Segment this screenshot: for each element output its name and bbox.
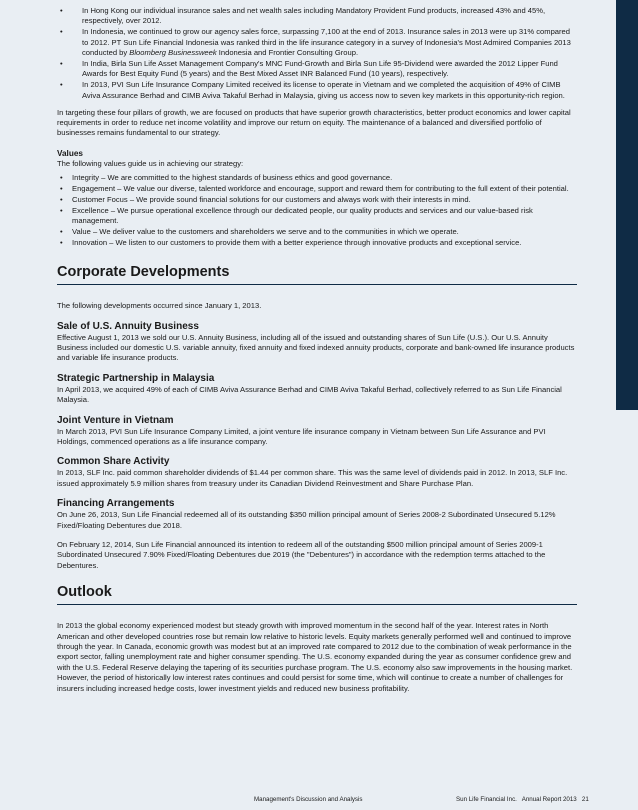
value-item: • Value – We deliver value to the customers and shareholders we serve and to the communities in which we operate. bbox=[57, 227, 577, 237]
value-item: • Engagement – We value our diverse, talented workforce and encourage, support and reward them for contributing to the full extent of their potential. bbox=[57, 184, 577, 194]
section-title-financing: Financing Arrangements bbox=[57, 498, 175, 510]
corporate-developments-heading: Corporate Developments bbox=[57, 263, 577, 285]
footer-section-name: Management's Discussion and Analysis bbox=[254, 796, 363, 803]
section-title-us-annuity: Sale of U.S. Annuity Business bbox=[57, 320, 199, 332]
page-content bbox=[57, 6, 577, 694]
section-body-financing-2: On February 12, 2014, Sun Life Financial announced its intention to redeem all of the outstanding $500 million principal amount of Series 2009-1 Subordinated Unsecured 7.90% Fixed/Floating Debentures due 2019 (the "Debentures") in accordance with the redemption terms attached to the Debentures. bbox=[57, 540, 546, 570]
section-body-us-annuity: Effective August 1, 2013 we sold our U.S. Annuity Business, including all of the issued and outstanding shares of Sun Life (U.S.). Our U.S. Annuity Business included our domestic U.S. variable annuity, fixed annuity and fixed indexed annuity products, corporate and bank-owned life insurance products and variable life insurance products. bbox=[57, 332, 575, 363]
section-body-malaysia: In April 2013, we acquired 49% of each of CIMB Aviva Assurance Berhad and CIMB Aviva Takaful Berhad, collectively referred to as Sun Life Financial Malaysia. bbox=[57, 384, 562, 405]
corporate-intro: The following developments occurred since January 1, 2013. bbox=[57, 301, 262, 311]
section-title-vietnam: Joint Venture in Vietnam bbox=[57, 414, 174, 426]
sidebar-accent-bar bbox=[616, 0, 638, 410]
growth-bullet-list bbox=[57, 6, 577, 101]
growth-bullet-india: • In India, Birla Sun Life Asset Management Company's MNC Fund-Growth and Birla Sun Life 95-Dividend were awarded the 2012 Lipper Fund Awards for Best Equity Fund (5 years) and the Best Mixed Asset INR Balanced Fund (10 years), respectively. bbox=[57, 59, 577, 80]
growth-bullet-hong-kong: • In Hong Kong our individual insurance sales and net wealth sales including Mandatory Provident Fund products, increased 43% and 45%, respectively, over 2012. bbox=[57, 6, 577, 27]
value-item: • Integrity – We are committed to the highest standards of business ethics and good governance. bbox=[57, 173, 577, 183]
outlook-paragraph: In 2013 the global economy experienced modest but steady growth with improved momentum in the second half of the year. Interest rates in North American and other developed countries rose but remain low relative to historic levels. Equity markets generally performed well and continued to improve through the year. In Canada, economic growth was modest but at an improved rate compared to 2012 due to the combination of weak performance in the export sector, falling unemployment rate and higher consumer spending. The U.S. economy expanded during the year as consumer confidence grew and with the U.S. Federal Reserve delaying the tapering of its securities purchase program. The U.S. economy also saw improvements in the housing market. However, the period of historically low interest rates continues and could persist for some time, which will continue to create a number of challenges for insurers including increased hedge costs, lower investment yields and reduced new business profitability. bbox=[57, 621, 573, 693]
growth-bullet-vietnam-malaysia: • In 2013, PVI Sun Life Insurance Company Limited received its license to operate in Vietnam and we completed the acquisition of 49% of CIMB Aviva Assurance Berhad and CIMB Aviva Takaful Berhad in Malaysia, giving us access now to seven key markets in this opportunity-rich region. bbox=[57, 80, 577, 101]
section-title-common-share: Common Share Activity bbox=[57, 456, 170, 468]
value-item: • Innovation – We listen to our customers to provide them with a better experience through innovative products and exceptional service. bbox=[57, 238, 577, 248]
section-title-malaysia: Strategic Partnership in Malaysia bbox=[57, 372, 215, 384]
section-body-financing-1: On June 26, 2013, Sun Life Financial redeemed all of its outstanding $350 million principal amount of Series 2008-2 Subordinated Unsecured 5.12% Fixed/Floating Debentures due 2018. bbox=[57, 510, 556, 530]
section-body-common-share: In 2013, SLF Inc. paid common shareholder dividends of $1.44 per common share. This was the same level of dividends paid in 2012. In 2013, SLF Inc. issued approximately 5.9 million shares from treasury under its Canadian Dividend Reinvestment and Share Purchase Plan. bbox=[57, 468, 568, 488]
footer-report-page: Sun Life Financial Inc. Annual Report 2013 21 bbox=[456, 796, 589, 803]
value-item: • Customer Focus – We provide sound financial solutions for our customers and always work with their interests in mind. bbox=[57, 195, 577, 205]
growth-bullet-indonesia: • In Indonesia, we continued to grow our agency sales force, surpassing 7,100 at the end of 2013. Insurance sales in 2013 were up 31% compared to 2012. PT Sun Life Financial Indonesia was ranked third in the life insurance category in a survey of Indonesia's Most Admired Companies 2013 conducted by Bloomberg Businessweek Indonesia and Frontier Consulting Group. bbox=[57, 27, 577, 58]
value-item: • Excellence – We pursue operational excellence through our dedicated people, our quality products and services and our value-based risk management. bbox=[57, 206, 577, 227]
section-body-vietnam: In March 2013, PVI Sun Life Insurance Company Limited, a joint venture life insurance company in Vietnam between Sun Life Assurance and PVI Holdings, commenced operations as a life insurance company. bbox=[57, 426, 546, 446]
values-heading: Values bbox=[57, 148, 83, 158]
values-list bbox=[57, 173, 577, 248]
growth-paragraph: In targeting these four pillars of growth, we are focused on products that have superior growth characteristics, better product economics and lower capital requirements in order to reduce net income volatility and improve our return on equity. The maintenance of a balanced and diversified portfolio of businesses remains fundamental to our strategy. bbox=[57, 107, 571, 138]
values-intro: The following values guide us in achieving our strategy: bbox=[57, 158, 244, 168]
outlook-heading: Outlook bbox=[57, 583, 577, 605]
